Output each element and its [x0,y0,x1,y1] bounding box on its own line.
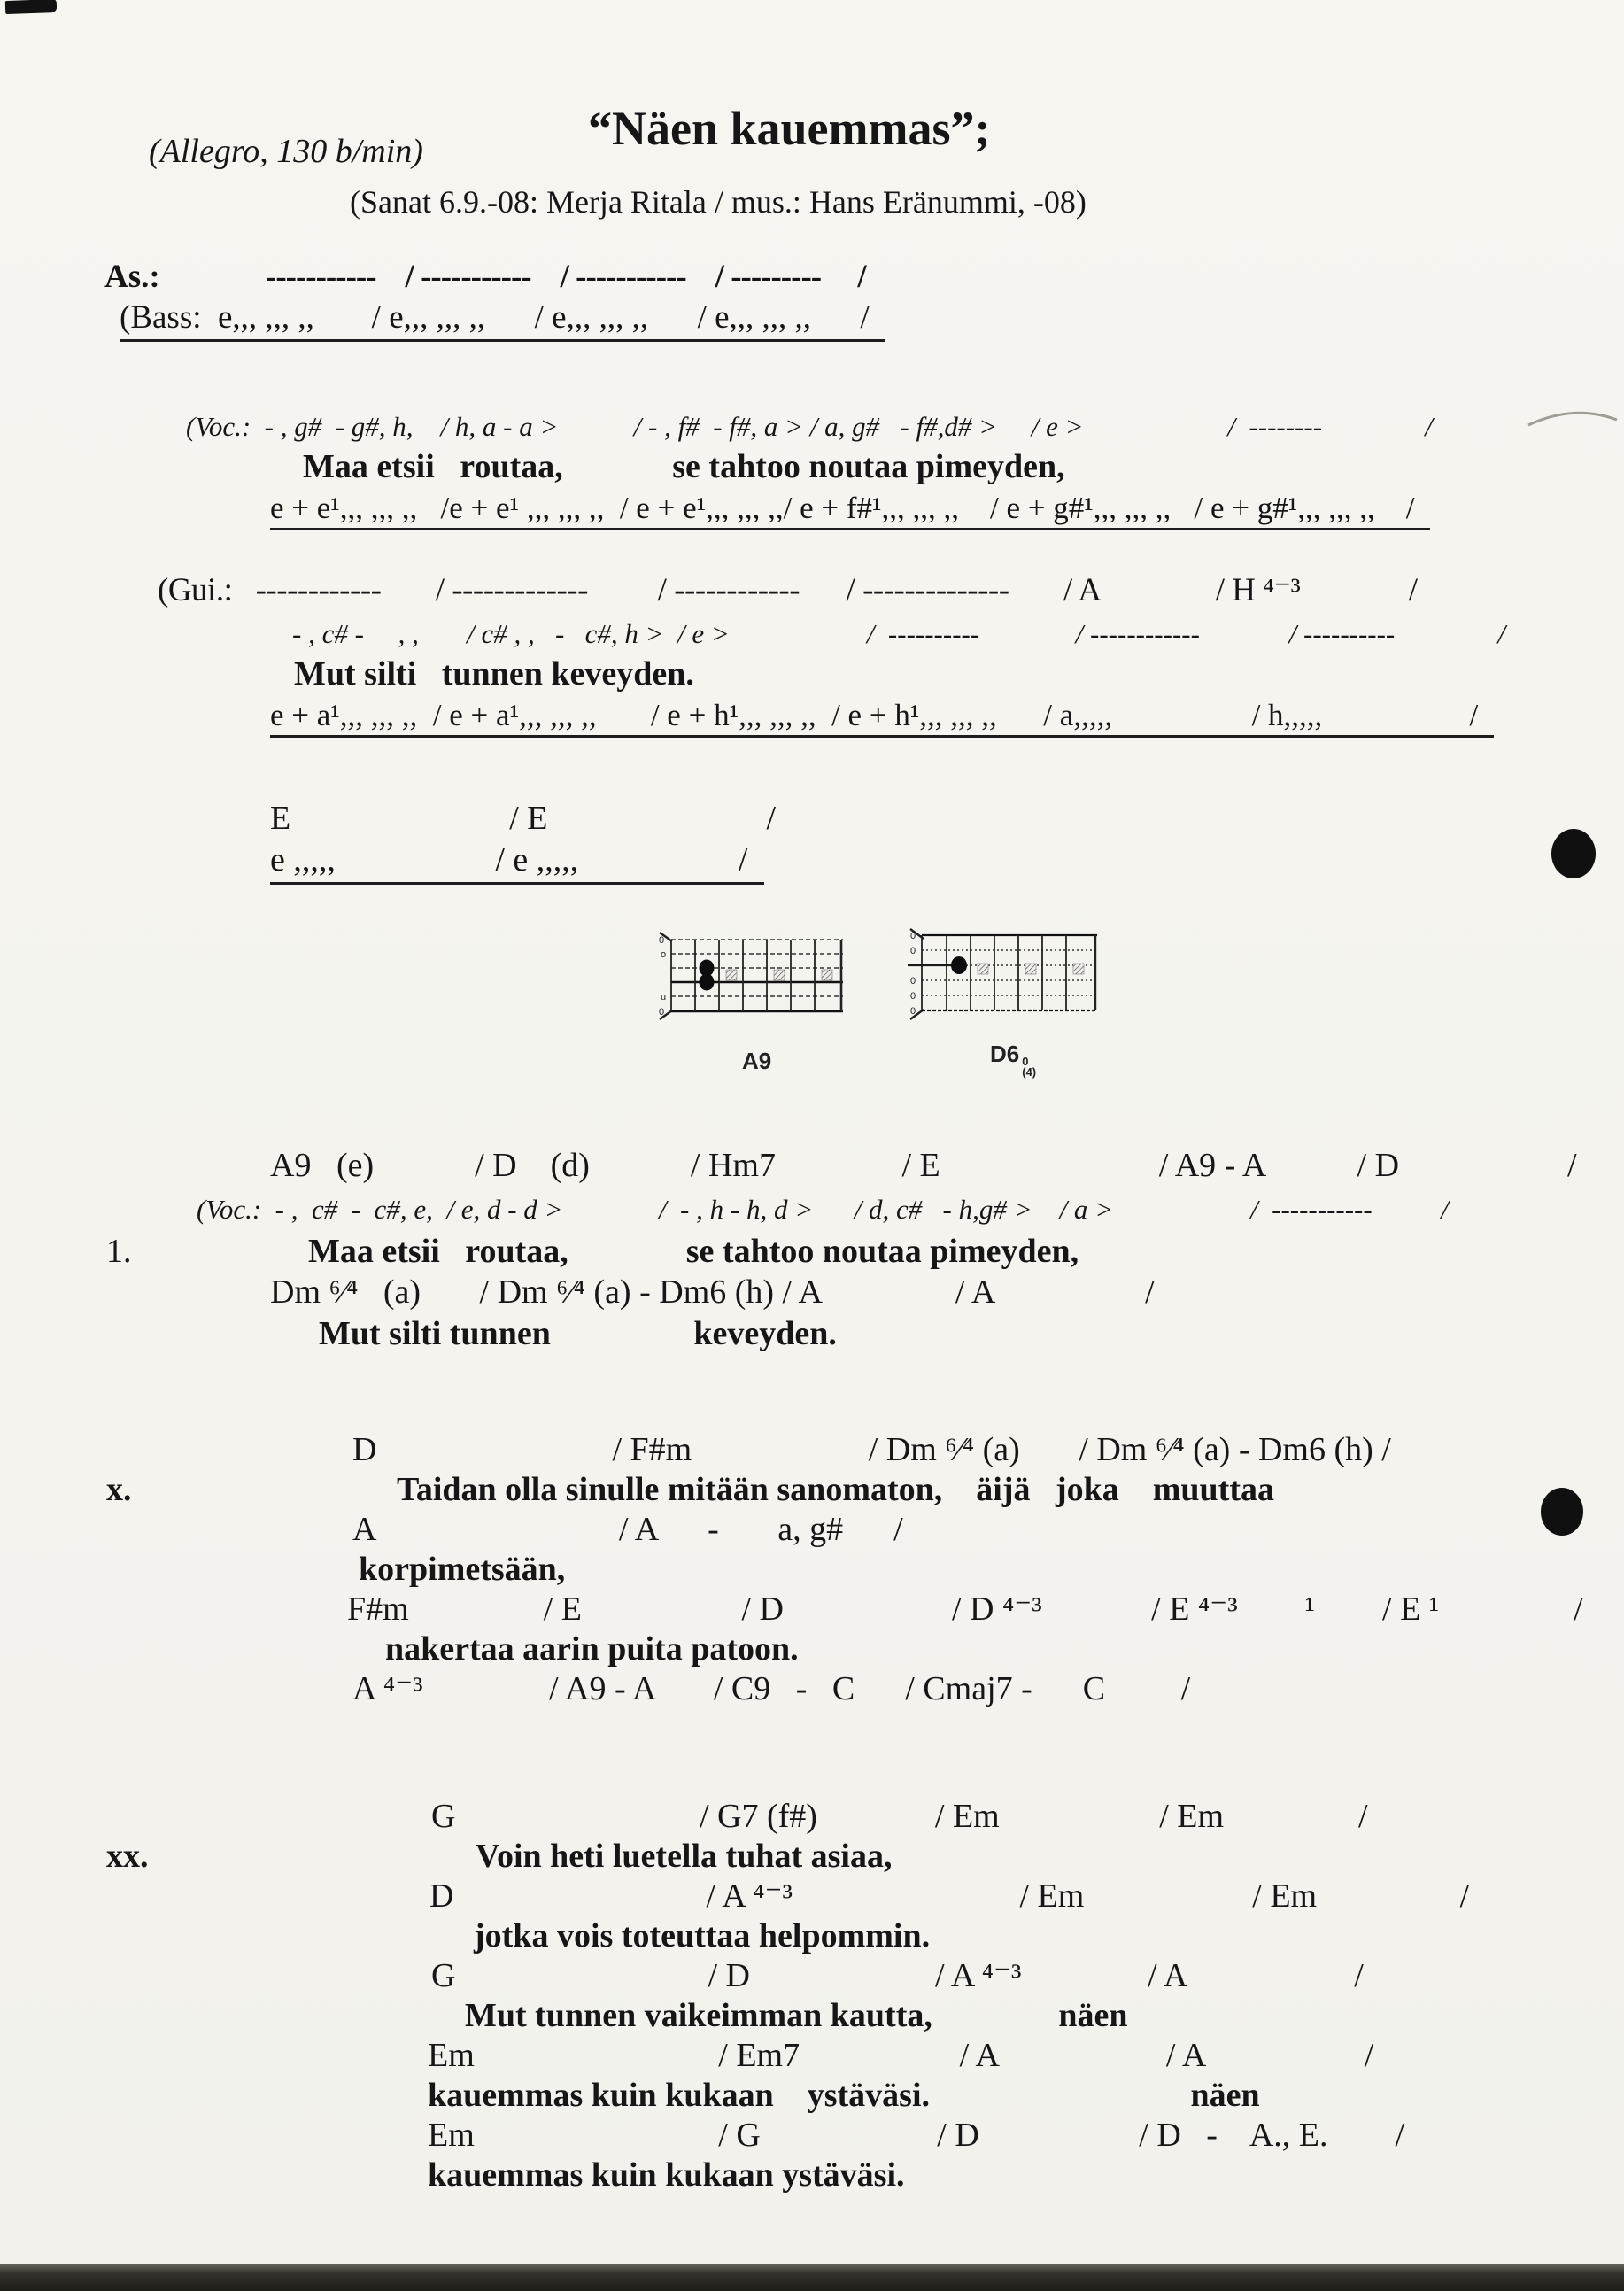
svg-text:0: 0 [910,946,916,956]
versexx-lyric-line-5: kauemmas kuin kukaan ystäväsi. [428,2156,905,2194]
lyric-line-1: Maa etsii routaa, se tahtoo noutaa pimeyden, [303,448,1065,485]
verse1-voc-cue: (Voc.: - , c# - c#, e, / e, d - d > / - , h - h, d > / d, c# - h,g# > / a > / ----------- / [197,1194,1449,1225]
voc-cue-line-1: (Voc.: - , g# - g#, h, / h, a - a > / - , f# - f#, a > / a, g# - f#,d# > / e > / -------- / [186,411,1433,442]
svg-text:0: 0 [659,935,665,946]
fret-marker [726,970,737,980]
credits-line: (Sanat 6.9.-08: Merja Ritala / mus.: Hans Eränummi, -08) [350,184,1087,220]
fret-marker [774,970,785,980]
svg-text:0: 0 [910,1006,916,1017]
versexx-chord-line-2: D / A ⁴⁻³ / Em / Em / [429,1877,1470,1915]
d6-chord-diagram [908,926,1104,1022]
a9-chord-diagram [657,932,848,1020]
song-title: “Näen kauemmas”; [588,102,991,155]
versexx-lyric-line-2: jotka vois toteuttaa helpommin. [474,1917,931,1954]
a9-diagram-label: A9 [742,1048,772,1074]
versex-chord-line-4: A ⁴⁻³ / A9 - A / C9 - C / Cmaj7 - C / [352,1670,1191,1707]
versex-lyric-line-3: nakertaa aarin puita patoon. [385,1630,799,1668]
versex-lyric-line-2: korpimetsään, [359,1551,566,1588]
versexx-chord-line-5: Em / G / D / D - A., E. / [428,2117,1405,2154]
verse1-lyric-line-1: Maa etsii routaa, se tahtoo noutaa pimeyden, [308,1233,1079,1270]
d6-label-sup: 0 [1022,1055,1029,1068]
verse1-chord-line-2: Dm ⁶⁄⁴ (a) / Dm ⁶⁄⁴ (a) - Dm6 (h) / A / A / [270,1273,1155,1311]
tab-line-e: e ,,,,, / e ,,,,, / [270,841,764,885]
versexx-chord-line-4: Em / Em7 / A / A / [428,2037,1374,2074]
finger-dot [951,956,967,974]
svg-text:u: u [661,992,667,1002]
versexx-lyric-line-4: kauemmas kuin kukaan ystäväsi. näen [428,2077,1260,2114]
hole-punch-mark-2 [1541,1488,1583,1536]
versex-chord-line-1: D / F#m / Dm ⁶⁄⁴ (a) / Dm ⁶⁄⁴ (a) - Dm6 (h) / [352,1431,1391,1468]
open-string-marks [910,931,916,1017]
tempo-marking: (Allegro, 130 b/min) [149,133,423,170]
bass-tab-line: (Bass: e,,, ,,, ,, / e,,, ,,, ,, / e,,, ,,, ,, / e,,, ,,, ,, / [120,299,885,342]
versexx-lyric-line-1: Voin heti luetella tuhat asiaa, [476,1838,893,1875]
versexx-chord-line-3: G / D / A ⁴⁻³ / A / [431,1957,1364,1994]
hole-punch-mark-1 [1551,829,1596,878]
fret-marker [822,970,832,980]
verse1-number: 1. [106,1233,132,1270]
pencil-mark [1525,400,1622,432]
as-rhythm-line: ----------- / ----------- / ----------- / --------- / [266,259,866,295]
svg-text:0: 0 [910,976,916,987]
versex-lyric-line-1: Taidan olla sinulle mitään sanomaton, äijä joka muuttaa [397,1471,1274,1508]
open-string-marks [659,935,666,1018]
svg-text:0: 0 [659,1007,665,1018]
scan-bottom-edge [0,2264,1624,2291]
verse1-chord-line-1: A9 (e) / D (d) / Hm7 / E / A9 - A / D / [270,1147,1577,1184]
scan-corner-mark [5,0,57,14]
guitar-section-line: (Gui.: ------------ / ------------- / ------------ / -------------- / A / H ⁴⁻³ / [158,572,1418,608]
lyric-line-2: Mut silti tunnen keveyden. [294,655,694,693]
d6-label-main: D6 [990,1041,1020,1067]
chord-line-e: E / E / [270,800,777,837]
as-section-label: As.: [104,259,160,295]
guitar-tab-line-1: e + e¹,,, ,,, ,, /e + e¹ ,,, ,,, ,, / e + e¹,,, ,,, ,,/ e + f#¹,,, ,,, ,, / e + g#¹,,, ,,, ,, / e + g#¹,,, ,,, ,, / [270,491,1430,530]
finger-dot [700,974,715,991]
d6-label-sup-sub [1022,1056,1036,1078]
d6-label-sub: (4) [1022,1065,1037,1079]
verse1-lyric-line-2: Mut silti tunnen keveyden. [319,1315,837,1352]
versexx-lyric-line-3: Mut tunnen vaikeimman kautta, näen [465,1997,1128,2034]
svg-text:0: 0 [910,991,916,1002]
fret-marker [1025,964,1036,974]
versex-chord-line-3: F#m / E / D / D ⁴⁻³ / E ⁴⁻³ ¹ / E ¹ / [347,1591,1583,1628]
voc-cue-line-2: - , c# - , , / c# , , - c#, h > / e > / ---------- / ------------ / ---------- / [292,618,1506,649]
svg-text:o: o [661,949,667,960]
versex-number: x. [106,1471,132,1508]
versexx-chord-line-1: G / G7 (f#) / Em / Em / [431,1798,1368,1835]
versex-chord-line-2: A / A - a, g# / [352,1511,903,1548]
d6-diagram-label [990,1041,1036,1078]
versexx-number: xx. [106,1838,149,1875]
fret-lines [922,935,1095,1010]
svg-text:0: 0 [910,931,916,941]
fret-lines [671,940,841,1011]
fret-marker [978,964,988,974]
fret-marker [1073,964,1084,974]
guitar-tab-line-2: e + a¹,,, ,,, ,, / e + a¹,,, ,,, ,, / e + h¹,,, ,,, ,, / e + h¹,,, ,,, ,, / a,,,,, / h,,,,, / [270,698,1494,738]
